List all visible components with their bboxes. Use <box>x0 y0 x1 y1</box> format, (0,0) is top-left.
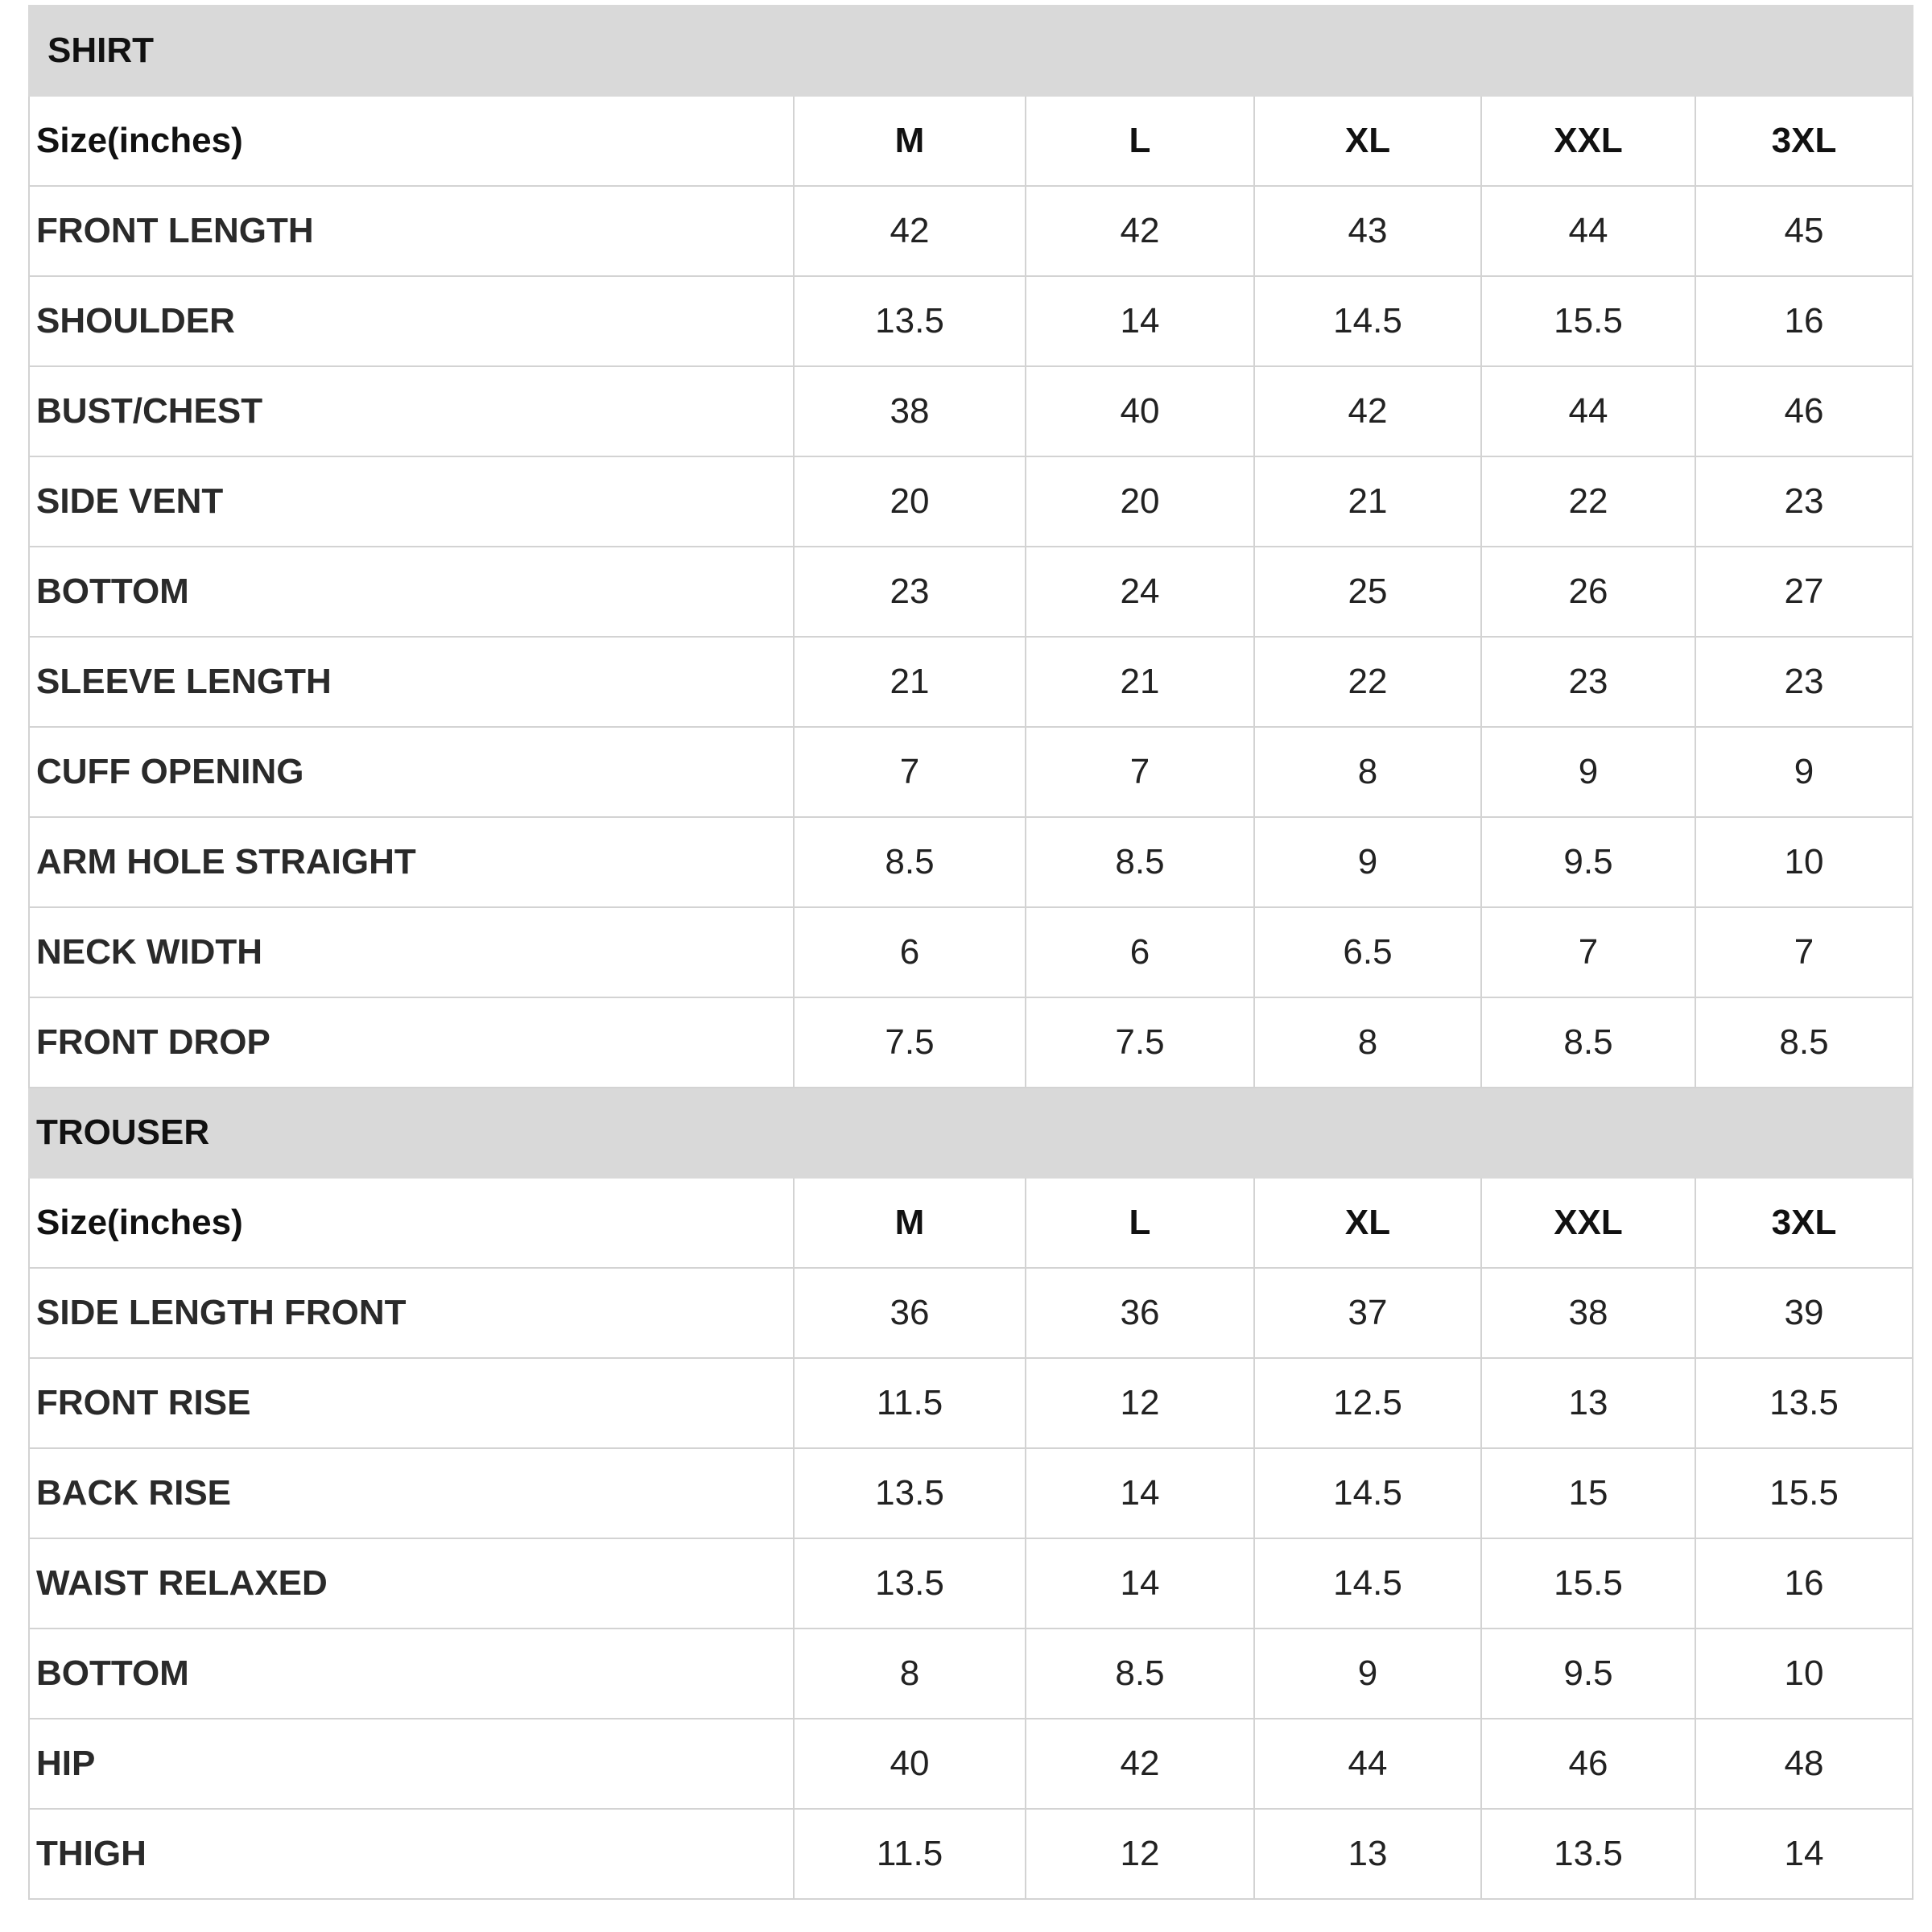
measurement-value: 6.5 <box>1254 907 1481 997</box>
measurement-value: 40 <box>794 1719 1026 1809</box>
table-row <box>29 907 1913 997</box>
measurement-value: 23 <box>1695 637 1913 727</box>
measurement-label: FRONT DROP <box>29 997 794 1088</box>
measurement-value: 27 <box>1695 547 1913 637</box>
measurement-label: SIDE VENT <box>29 456 794 547</box>
measurement-value: 20 <box>794 456 1026 547</box>
measurement-label: BUST/CHEST <box>29 366 794 456</box>
measurement-value: 39 <box>1695 1268 1913 1358</box>
size-column-header: 3XL <box>1695 1178 1913 1268</box>
measurement-value: 8 <box>794 1629 1026 1719</box>
measurement-value: 21 <box>1026 637 1254 727</box>
size-chart-body <box>29 6 1913 1899</box>
measurement-value: 9.5 <box>1481 1629 1695 1719</box>
measurement-value: 15.5 <box>1481 276 1695 366</box>
table-row <box>29 997 1913 1088</box>
measurement-value: 36 <box>794 1268 1026 1358</box>
measurement-label: SHOULDER <box>29 276 794 366</box>
measurement-value: 12.5 <box>1254 1358 1481 1448</box>
size-column-header: XL <box>1254 96 1481 186</box>
measurement-value: 8.5 <box>1026 817 1254 907</box>
measurement-value: 14 <box>1026 1448 1254 1538</box>
measurement-value: 21 <box>1254 456 1481 547</box>
table-row <box>29 1629 1913 1719</box>
measurement-value: 9 <box>1695 727 1913 817</box>
measurement-value: 42 <box>1026 186 1254 276</box>
measurement-value: 42 <box>1026 1719 1254 1809</box>
measurement-value: 15 <box>1481 1448 1695 1538</box>
measurement-value: 8 <box>1254 727 1481 817</box>
measurement-value: 23 <box>794 547 1026 637</box>
measurement-value: 14.5 <box>1254 1538 1481 1629</box>
table-row <box>29 1268 1913 1358</box>
measurement-label: ARM HOLE STRAIGHT <box>29 817 794 907</box>
measurement-value: 44 <box>1481 186 1695 276</box>
measurement-value: 16 <box>1695 276 1913 366</box>
measurement-value: 46 <box>1481 1719 1695 1809</box>
size-column-header: XXL <box>1481 1178 1695 1268</box>
size-chart-table <box>28 5 1913 1900</box>
measurement-label: SIDE LENGTH FRONT <box>29 1268 794 1358</box>
measurement-value: 9.5 <box>1481 817 1695 907</box>
measurement-value: 14.5 <box>1254 276 1481 366</box>
measurement-value: 13 <box>1481 1358 1695 1448</box>
measurement-value: 9 <box>1481 727 1695 817</box>
measurement-label: FRONT LENGTH <box>29 186 794 276</box>
measurement-value: 13 <box>1254 1809 1481 1899</box>
size-column-header: L <box>1026 96 1254 186</box>
measurement-value: 42 <box>794 186 1026 276</box>
measurement-value: 6 <box>794 907 1026 997</box>
measurement-value: 14 <box>1026 1538 1254 1629</box>
measurement-value: 13.5 <box>1481 1809 1695 1899</box>
measurement-value: 8.5 <box>794 817 1026 907</box>
measurement-value: 10 <box>1695 1629 1913 1719</box>
size-column-header: M <box>794 1178 1026 1268</box>
measurement-value: 9 <box>1254 1629 1481 1719</box>
section-title: SHIRT <box>29 6 1913 96</box>
measurement-value: 7.5 <box>1026 997 1254 1088</box>
measurement-label: WAIST RELAXED <box>29 1538 794 1629</box>
measurement-value: 8.5 <box>1481 997 1695 1088</box>
measurement-value: 24 <box>1026 547 1254 637</box>
measurement-value: 13.5 <box>1695 1358 1913 1448</box>
size-unit-header: Size(inches) <box>29 96 794 186</box>
measurement-value: 13.5 <box>794 1538 1026 1629</box>
measurement-value: 25 <box>1254 547 1481 637</box>
measurement-value: 48 <box>1695 1719 1913 1809</box>
measurement-value: 7 <box>1026 727 1254 817</box>
measurement-value: 42 <box>1254 366 1481 456</box>
measurement-value: 26 <box>1481 547 1695 637</box>
measurement-value: 38 <box>1481 1268 1695 1358</box>
measurement-value: 37 <box>1254 1268 1481 1358</box>
size-column-header: 3XL <box>1695 96 1913 186</box>
size-column-header: M <box>794 96 1026 186</box>
measurement-value: 22 <box>1254 637 1481 727</box>
measurement-value: 11.5 <box>794 1358 1026 1448</box>
measurement-value: 44 <box>1481 366 1695 456</box>
measurement-value: 15.5 <box>1695 1448 1913 1538</box>
measurement-value: 46 <box>1695 366 1913 456</box>
measurement-value: 38 <box>794 366 1026 456</box>
table-row <box>29 366 1913 456</box>
measurement-label: FRONT RISE <box>29 1358 794 1448</box>
measurement-label: BOTTOM <box>29 547 794 637</box>
measurement-label: BOTTOM <box>29 1629 794 1719</box>
measurement-value: 36 <box>1026 1268 1254 1358</box>
measurement-value: 9 <box>1254 817 1481 907</box>
measurement-value: 45 <box>1695 186 1913 276</box>
measurement-value: 14.5 <box>1254 1448 1481 1538</box>
measurement-value: 7 <box>1481 907 1695 997</box>
measurement-value: 22 <box>1481 456 1695 547</box>
size-column-header: L <box>1026 1178 1254 1268</box>
measurement-value: 16 <box>1695 1538 1913 1629</box>
measurement-value: 20 <box>1026 456 1254 547</box>
measurement-value: 7 <box>1695 907 1913 997</box>
table-row <box>29 1719 1913 1809</box>
table-row <box>29 817 1913 907</box>
measurement-value: 14 <box>1026 276 1254 366</box>
measurement-value: 23 <box>1481 637 1695 727</box>
measurement-value: 12 <box>1026 1809 1254 1899</box>
measurement-value: 44 <box>1254 1719 1481 1809</box>
table-row <box>29 637 1913 727</box>
measurement-value: 13.5 <box>794 1448 1026 1538</box>
trouser-section-header <box>29 1088 1913 1178</box>
measurement-value: 8 <box>1254 997 1481 1088</box>
table-row <box>29 276 1913 366</box>
measurement-label: CUFF OPENING <box>29 727 794 817</box>
measurement-label: SLEEVE LENGTH <box>29 637 794 727</box>
size-unit-header: Size(inches) <box>29 1178 794 1268</box>
shirt-size-header-row <box>29 96 1913 186</box>
table-row <box>29 456 1913 547</box>
table-row <box>29 1809 1913 1899</box>
measurement-label: HIP <box>29 1719 794 1809</box>
measurement-value: 7 <box>794 727 1026 817</box>
measurement-value: 23 <box>1695 456 1913 547</box>
measurement-value: 14 <box>1695 1809 1913 1899</box>
table-row <box>29 1538 1913 1629</box>
table-row <box>29 1358 1913 1448</box>
measurement-value: 43 <box>1254 186 1481 276</box>
measurement-value: 8.5 <box>1695 997 1913 1088</box>
measurement-value: 13.5 <box>794 276 1026 366</box>
measurement-value: 7.5 <box>794 997 1026 1088</box>
measurement-value: 12 <box>1026 1358 1254 1448</box>
measurement-value: 6 <box>1026 907 1254 997</box>
measurement-label: THIGH <box>29 1809 794 1899</box>
table-row <box>29 186 1913 276</box>
size-column-header: XXL <box>1481 96 1695 186</box>
measurement-label: BACK RISE <box>29 1448 794 1538</box>
section-title: TROUSER <box>29 1088 1913 1178</box>
shirt-section-header <box>29 6 1913 96</box>
measurement-value: 21 <box>794 637 1026 727</box>
measurement-value: 11.5 <box>794 1809 1026 1899</box>
table-row <box>29 727 1913 817</box>
measurement-value: 15.5 <box>1481 1538 1695 1629</box>
measurement-value: 40 <box>1026 366 1254 456</box>
measurement-value: 8.5 <box>1026 1629 1254 1719</box>
measurement-label: NECK WIDTH <box>29 907 794 997</box>
measurement-value: 10 <box>1695 817 1913 907</box>
table-row <box>29 547 1913 637</box>
size-column-header: XL <box>1254 1178 1481 1268</box>
table-row <box>29 1448 1913 1538</box>
trouser-size-header-row <box>29 1178 1913 1268</box>
